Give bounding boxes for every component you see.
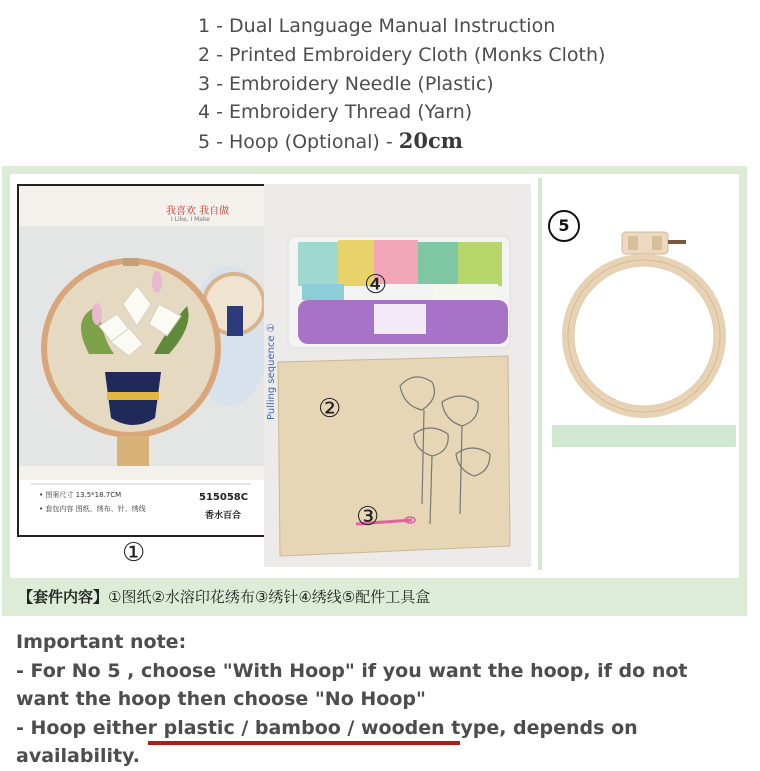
spec-row-2: • 套包内容 图纸、绣布、针、绣线 [39,505,146,513]
hoop-size: 20cm [398,128,463,154]
marker-1: ① [122,538,146,568]
marker-5: 5 [548,210,580,242]
note-title: Important note: [16,631,187,653]
embroidery-hoop-image [560,228,730,418]
caption-bold: 【套件内容】 [18,588,109,606]
contents-item-2: 2 - Printed Embroidery Cloth (Monks Cloth) [198,43,606,66]
contents-item-3: 3 - Embroidery Needle (Plastic) [198,72,494,95]
caption-rest: ①图纸②水溶印花绣布③绣针④绣线⑤配件工具盒 [108,588,431,606]
product-name: 香水百合 [205,511,242,521]
brand-logo: 我喜欢 我自做 [166,206,230,217]
contents-item-4: 4 - Embroidery Thread (Yarn) [198,101,473,124]
contents-item-5: 5 - Hoop (Optional) - 20cm [198,128,463,154]
marker-4: ④ [364,270,388,300]
material-highlight: plastic / bamboo / wooden type [163,716,500,739]
chinese-caption [18,586,430,607]
kit-items-panel [264,184,531,567]
hoop-label-bar [552,425,736,447]
note-line-1: - For No 5 , choose "With Hoop" if you want the hoop, if do not want the hoop then choose "No Hoop" [16,659,688,710]
product-code: 515058C [199,492,249,503]
spec-row-1: • 图案尺寸 13.5*18.7CM [39,491,122,499]
important-note [16,628,746,771]
brand-subtitle: I Like, I Make [171,216,210,223]
red-underline [148,741,460,745]
contents-item-1: 1 - Dual Language Manual Instruction [198,15,556,37]
kit-items-illustration [264,184,531,567]
cloth-print-text: Pulling sequence ① [266,323,277,420]
marker-3: ③ [356,502,380,532]
manual-cover-panel [17,184,266,537]
marker-2: ② [318,394,342,424]
note-line-2: - Hoop either plastic / bamboo / wooden type, depends on availability. [16,716,638,767]
contents-list [198,12,605,157]
manual-cover-illustration [19,186,264,535]
panel-divider [538,178,542,570]
